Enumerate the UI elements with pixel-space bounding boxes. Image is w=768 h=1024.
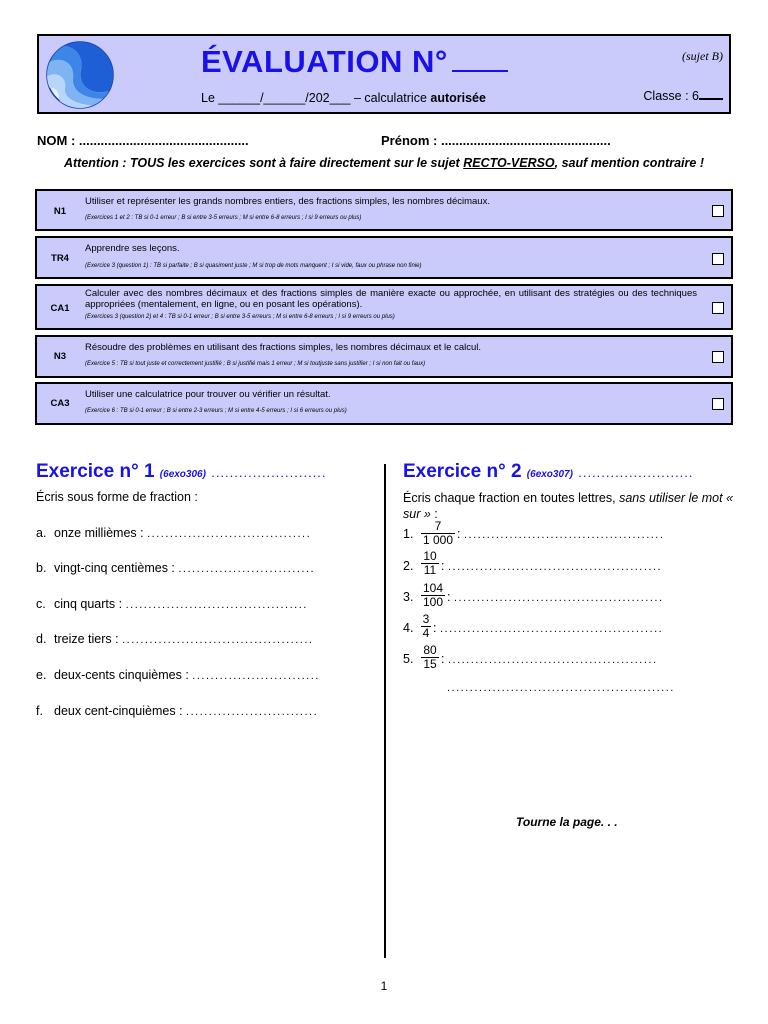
exercise2-item-label: 3. bbox=[403, 590, 414, 604]
exercise2-item-label: 2. bbox=[403, 559, 414, 573]
answer-line[interactable]: .......................................... bbox=[122, 634, 314, 646]
competency-note: (Exercices 3 (question 2) et 4 : TB si 0-1 erreur ; B si entre 3-5 erreurs ; M si entre 6-8 erreurs ; I si 9 erreurs ou plus) bbox=[85, 314, 395, 320]
competency-ca1 bbox=[35, 284, 733, 330]
exercise1-title: Exercice n° 1 (6exo306) ......................... bbox=[36, 461, 327, 482]
wave-logo-icon bbox=[45, 40, 115, 110]
subject-label: (sujet B) bbox=[682, 49, 723, 63]
page-number: 1 bbox=[380, 979, 388, 993]
competency-checkbox[interactable] bbox=[712, 253, 724, 265]
date-suffix: – calculatrice bbox=[350, 91, 431, 105]
competency-checkbox[interactable] bbox=[712, 302, 724, 314]
answer-line[interactable]: : .............................................. bbox=[441, 652, 658, 666]
fraction: $\frac{80}{15}$ bbox=[421, 644, 439, 671]
exercise1-ref: (6exo306) bbox=[159, 469, 206, 480]
answer-line-continued[interactable]: .................................................. bbox=[447, 682, 675, 694]
exercise1-item: e. deux-cents cinquièmes : ............................ bbox=[36, 668, 320, 682]
competency-note: (Exercices 1 et 2 : TB si 0-1 erreur ; B si entre 3-5 erreurs ; M si entre 6-8 erreurs ; I si 9 erreurs ou plus) bbox=[85, 215, 362, 221]
fraction: $\frac{7}{1 000}$ bbox=[422, 519, 454, 547]
answer-line[interactable]: .................................... bbox=[147, 528, 312, 540]
competency-desc: Calculer avec des nombres décimaux et des fractions simples de manière exacte ou approchée, en utilisant des stratégies ou des techniques appropriées (mentalement, en ligne, ou en posant les opérations). bbox=[85, 288, 697, 310]
fraction: $\frac{3}{4}$ bbox=[422, 612, 430, 640]
competency-code: TR4 bbox=[51, 253, 69, 264]
answer-line[interactable]: .............................. bbox=[178, 563, 316, 575]
answer-line[interactable]: ............................ bbox=[192, 670, 320, 682]
evaluation-number-blank[interactable] bbox=[452, 44, 508, 72]
exercise1-intro: Écris sous forme de fraction : bbox=[36, 490, 198, 504]
answer-line[interactable]: : ............................................ bbox=[457, 527, 665, 541]
date-prefix: Le ______/______/202___ bbox=[201, 91, 351, 105]
nom-field[interactable]: NOM : ............................................... bbox=[37, 133, 249, 148]
class-label: Classe : 6 bbox=[643, 86, 723, 103]
exercise2-item-label: 4. bbox=[403, 621, 414, 635]
turn-page-note: Tourne la page. . . bbox=[516, 815, 618, 829]
competency-note: (Exercice 3 (question 1) : TB si parfaite ; B si quasiment juste ; M si trop de mots manquent ; I si vide, faux ou phrase non finie) bbox=[85, 263, 422, 269]
fraction: $\frac{104}{100}$ bbox=[422, 581, 444, 609]
exercise1-item: b. vingt-cinq centièmes : .............................. bbox=[36, 561, 316, 575]
date-line bbox=[201, 91, 486, 105]
answer-line[interactable]: : ................................................. bbox=[433, 621, 664, 635]
competency-desc: Utiliser et représenter les grands nombres entiers, des fractions simples, les nombres décimaux. bbox=[85, 196, 490, 207]
answer-line[interactable]: ........................................ bbox=[125, 599, 308, 611]
answer-line[interactable]: ............................. bbox=[186, 706, 319, 718]
competency-checkbox[interactable] bbox=[712, 351, 724, 363]
competency-tr4 bbox=[35, 236, 733, 279]
exercise1-item: f. deux cent-cinquièmes : ............................. bbox=[36, 704, 319, 718]
competency-n3 bbox=[35, 335, 733, 378]
competency-checkbox[interactable] bbox=[712, 398, 724, 410]
exercise2-intro: Écris chaque fraction en toutes lettres, sans utiliser le mot « sur » : bbox=[403, 491, 734, 521]
exercise2-title: Exercice n° 2 (6exo307) ......................... bbox=[403, 461, 694, 482]
competency-desc: Résoudre des problèmes en utilisant des fractions simples, les nombres décimaux et le calcul. bbox=[85, 342, 482, 353]
competency-checkbox[interactable] bbox=[712, 205, 724, 217]
attention-notice: Attention : TOUS les exercices sont à faire directement sur le sujet RECTO-VERSO, sauf mention contraire ! bbox=[63, 156, 704, 170]
calculator-allowed: autorisée bbox=[430, 91, 486, 105]
answer-line[interactable]: : ............................................... bbox=[441, 559, 663, 573]
column-divider bbox=[384, 464, 386, 958]
competency-note: (Exercice 6 : TB si 0-1 erreur ; B si entre 2-3 erreurs ; M si entre 4-5 erreurs ; I si 6 erreurs ou plus) bbox=[85, 408, 347, 414]
competency-code: N3 bbox=[53, 351, 67, 362]
recto-verso-emph: RECTO-VERSO bbox=[463, 156, 555, 170]
class-blank[interactable] bbox=[699, 86, 723, 100]
competency-desc: Utiliser une calculatrice pour trouver ou vérifier un résultat. bbox=[85, 389, 331, 400]
competency-desc: Apprendre ses leçons. bbox=[85, 243, 180, 254]
prenom-field[interactable]: Prénom : ............................................... bbox=[381, 133, 611, 148]
exercise1-item: d. treize tiers : .......................................... bbox=[36, 632, 314, 646]
answer-line[interactable]: : .............................................. bbox=[447, 590, 664, 604]
competency-code: CA3 bbox=[50, 398, 70, 409]
competency-code: N1 bbox=[53, 206, 67, 217]
competency-n1 bbox=[35, 189, 733, 231]
exercise2-ref: (6exo307) bbox=[526, 469, 573, 480]
exercise2-item-label: 5. bbox=[403, 652, 414, 666]
competency-code: CA1 bbox=[50, 303, 70, 314]
evaluation-title: ÉVALUATION N° bbox=[201, 44, 508, 80]
header-banner bbox=[37, 34, 731, 114]
fraction: $\frac{10}{11}$ bbox=[421, 550, 439, 577]
exercise1-item: c. cinq quarts : ........................................ bbox=[36, 597, 308, 611]
competency-ca3 bbox=[35, 382, 733, 425]
exercise2-item-label: 1. bbox=[403, 527, 414, 541]
competency-note: (Exercice 5 : TB si tout juste et correctement justifié ; B si justifié mais 1 erreur ; M si toutjuste sans justifier ; I si non fait ou faux) bbox=[85, 361, 426, 367]
exercise1-item: a. onze millièmes : .................................... bbox=[36, 526, 312, 540]
